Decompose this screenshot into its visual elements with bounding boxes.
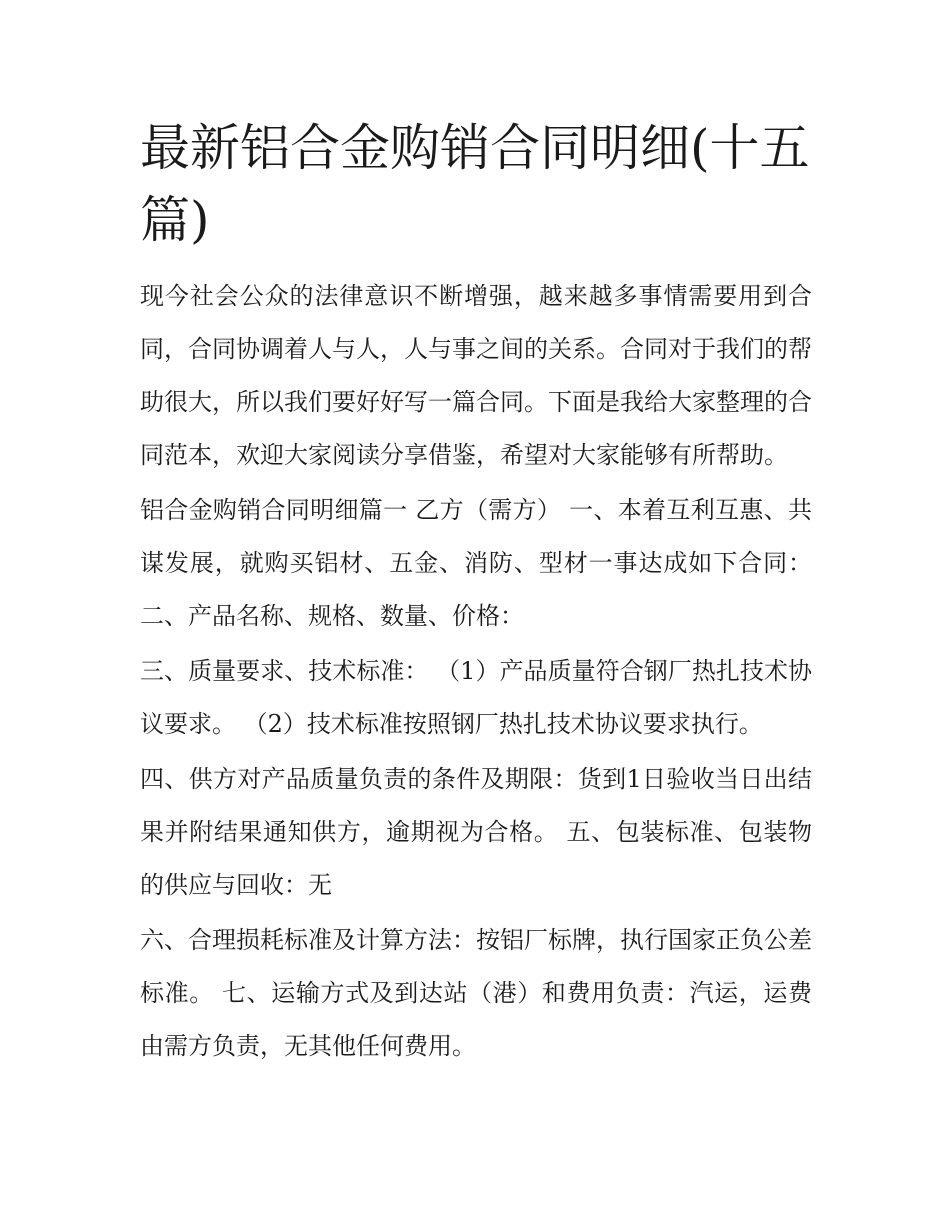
paragraph-intro: 现今社会公众的法律意识不断增强，越来越多事情需要用到合同，合同协调着人与人，人与事之间的关系。合同对于我们的帮助很大，所以我们要好好写一篇合同。下面是我给大家整理的合同范本，欢迎大家阅读分享借鉴，希望对大家能够有所帮助。 [140, 282, 812, 469]
document-title: 最新铝合金购销合同明细(十五篇) [140, 119, 810, 249]
paragraph-section-3: 三、质量要求、技术标准： （1）产品质量符合钢厂热扎技术协议要求。 （2）技术标准按照钢厂热扎技术协议要求执行。 [140, 657, 812, 738]
paragraph-section-4: 四、供方对产品质量负责的条件及期限：货到1日验收当日出结果并附结果通知供方，逾期视为合格。 五、包装标准、包装物的供应与回收：无 [140, 765, 812, 899]
paragraph-section-1: 铝合金购销合同明细篇一 乙方（需方） 一、本着互利互惠、共谋发展，就购买铝材、五金、消防、型材一事达成如下合同： 二、产品名称、规格、数量、价格： [140, 496, 812, 630]
document-body [140, 270, 812, 1073]
document-page [140, 112, 812, 1075]
paragraph-section-6: 六、合理损耗标准及计算方法：按铝厂标牌，执行国家正负公差标准。 七、运输方式及到达站（港）和费用负责：汽运，运费由需方负责，无其他任何费用。 [140, 926, 812, 1060]
